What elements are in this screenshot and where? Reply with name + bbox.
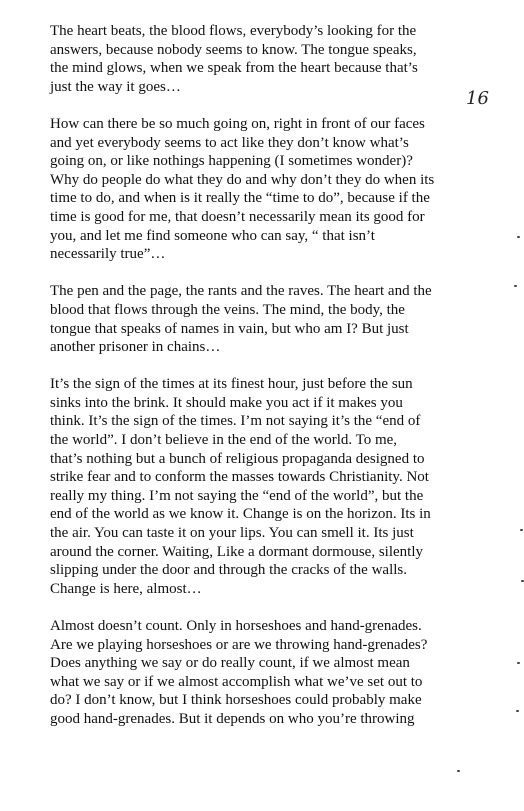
scan-speck [520,529,523,531]
text-line: around the corner. Waiting, Like a dormant dormouse, silently [50,543,424,560]
text-line: Almost doesn’t count. Only in horseshoes and hand-grenades. [50,618,422,634]
text-line: the mind glows, when we speak from the heart because that’s [50,60,418,77]
text-line: blood that flows through the veins. The mind, the body, the [50,301,405,318]
paragraph-1 [50,22,462,96]
text-line: Change is here, almost… [50,580,202,597]
paragraph-4 [50,375,462,598]
text-line: The pen and the page, the rants and the raves. The heart and the [50,283,432,300]
text-line: slipping under the door and through the cracks of the walls. [50,562,407,579]
scan-speck [517,236,520,238]
text-line: Are we playing horseshoes or are we throwing hand-grenades? [50,636,428,653]
text-line: you, and let me find someone who can say, “ that isn’t [50,227,375,244]
text-line: strike fear and to conform the masses towards Christianity. Not [50,469,429,486]
text-line: another prisoner in chains… [50,339,221,356]
text-line: time to do, and when is it really the “time to do”, because if the [50,190,430,207]
text-line: end of the world as we know it. Change is on the horizon. Its in [50,506,431,523]
scan-speck [457,770,460,772]
text-line: the air. You can taste it on your lips. You can smell it. Its just [50,525,414,542]
scan-speck [517,662,520,664]
text-line: do? I don’t know, but I think horseshoes could probably make [50,692,422,709]
text-line: time is good for me, that doesn’t necessarily mean its good for [50,208,425,225]
text-line: tongue that speaks of names in vain, but who am I? But just [50,320,409,337]
text-line: The heart beats, the blood flows, everybody’s looking for the [50,23,417,39]
text-line: really my thing. I’m not saying the “end of the world”, but the [50,487,424,504]
text-line: what we say or if we almost accomplish what we’ve set out to [50,673,423,690]
text-line: good hand-grenades. But it depends on who you’re throwing [50,710,415,727]
text-line: Does anything we say or do really count, if we almost mean [50,655,410,672]
scan-speck [516,710,519,712]
text-line: How can there be so much going on, right in front of our faces [50,115,425,132]
text-line: necessarily true”… [50,246,166,263]
paragraph-2 [50,115,462,264]
handwritten-page-number: 16 [466,88,489,109]
text-line: that’s nothing but a bunch of religious propaganda designed to [50,450,425,467]
text-line: answers, because nobody seems to know. The tongue speaks, [50,41,417,58]
paragraph-3 [50,282,462,356]
text-line: Why do people do what they do and why don’t they do when its [50,171,435,188]
text-line: sinks into the brink. It should make you act if it makes you [50,394,403,411]
text-line: think. It’s the sign of the times. I’m not saying it’s the “end of [50,413,421,430]
text-line: and yet everybody seems to act like they don’t know what’s [50,134,409,151]
paragraph-5 [50,617,462,729]
scan-speck [514,285,517,287]
text-line: It’s the sign of the times at its finest hour, just before the sun [50,376,413,393]
document-body [50,22,462,747]
text-line: going on, or like nothings happening (I sometimes wonder)? [50,153,413,170]
text-line: the world”. I don’t believe in the end of the world. To me, [50,432,398,449]
text-line: just the way it goes… [50,78,181,95]
